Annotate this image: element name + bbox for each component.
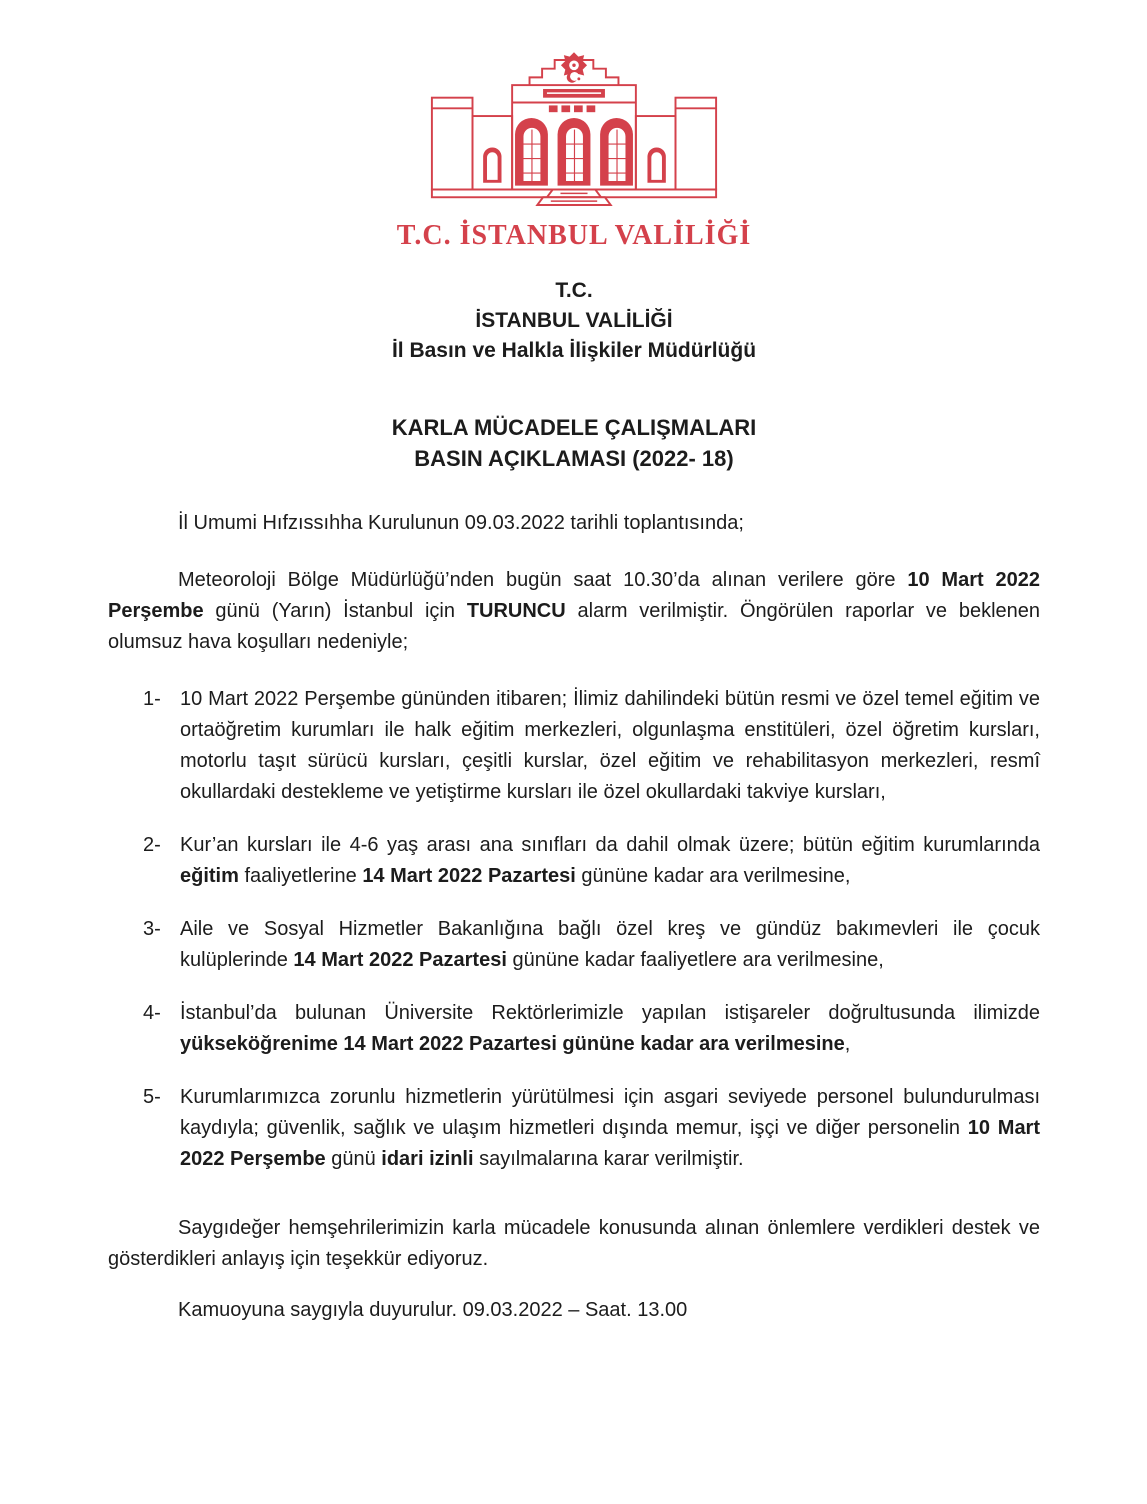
document-body xyxy=(108,508,1040,1326)
list-item xyxy=(143,684,1040,808)
list-item-text: Aile ve Sosyal Hizmetler Bakanlığına bağlı özel kreş ve gündüz bakımevleri ile çocuk kulüplerinde 14 Mart 2022 Pazartesi gününe kadar faaliyetlere ara verilmesine, xyxy=(180,918,1040,971)
list-item xyxy=(143,1082,1040,1175)
list-item xyxy=(143,998,1040,1060)
valilik-building-icon xyxy=(429,52,719,212)
document-title xyxy=(108,412,1040,474)
letterhead xyxy=(108,276,1040,366)
letterhead-valilik: İSTANBUL VALİLİĞİ xyxy=(475,309,673,332)
title-line-1: KARLA MÜCADELE ÇALIŞMALARI xyxy=(391,415,757,440)
logo-block xyxy=(108,52,1040,252)
closing-announcement: Kamuoyuna saygıyla duyurulur. 09.03.2022 – Saat. 13.00 xyxy=(178,1299,688,1321)
intro-paragraph-2: Meteoroloji Bölge Müdürlüğü’nden bugün saat 10.30’da alınan verilere göre 10 Mart 2022 Perşembe günü (Yarın) İstanbul için TURUNCU alarm verilmiştir. Öngörülen raporlar ve beklenen olumsuz hava koşulları nedeniyle; xyxy=(108,569,1040,653)
letterhead-mudurluk: İl Basın ve Halkla İlişkiler Müdürlüğü xyxy=(391,339,757,362)
letterhead-tc: T.C. xyxy=(555,279,593,302)
list-item-text: Kur’an kursları ile 4-6 yaş arası ana sınıfları da dahil olmak üzere; bütün eğitim kurumlarında eğitim faaliyetlerine 14 Mart 2022 Pazartesi gününe kadar ara verilmesine, xyxy=(180,834,1040,887)
list-item-text: 10 Mart 2022 Perşembe gününden itibaren; İlimiz dahilindeki bütün resmi ve özel temel eğitim ve ortaöğretim kurumları ile halk eğitim merkezleri, olgunlaşma enstitüleri, özel öğretim kursları, motorlu taşıt sürücü kursları, çeşitli kurslar, özel eğitim ve rehabilitasyon merkezleri, resmî okullardaki destekleme ve yetiştirme kursları ile özel okullardaki takviye kursları, xyxy=(180,688,1040,803)
list-item-number: 2- xyxy=(143,834,161,856)
title-line-2: BASIN AÇIKLAMASI (2022- 18) xyxy=(414,446,734,471)
list-item xyxy=(143,914,1040,976)
logo-caption: T.C. İSTANBUL VALİLİĞİ xyxy=(396,220,752,251)
closing-paragraph: Saygıdeğer hemşehrilerimizin karla mücadele konusunda alınan önlemlere verdikleri destek ve gösterdikleri anlayış için teşekkür ediyoruz. xyxy=(108,1217,1040,1270)
list-item-number: 1- xyxy=(143,688,161,710)
list-item-number: 5- xyxy=(143,1086,161,1108)
intro-paragraph-1: İl Umumi Hıfzıssıhha Kurulunun 09.03.2022 tarihli toplantısında; xyxy=(178,512,744,534)
list-item xyxy=(143,830,1040,892)
list-item-number: 4- xyxy=(143,1002,161,1024)
decision-list xyxy=(143,684,1040,1175)
list-item-text: Kurumlarımızca zorunlu hizmetlerin yürütülmesi için asgari seviyede personel bulundurulması kaydıyla; güvenlik, sağlık ve ulaşım hizmetleri dışında memur, işçi ve diğer personelin 10 Mart 2022 Perşembe günü idari izinli sayılmalarına karar verilmiştir. xyxy=(180,1086,1041,1170)
list-item-text: İstanbul’da bulunan Üniversite Rektörlerimizle yapılan istişareler doğrultusunda ilimizde yükseköğrenime 14 Mart 2022 Pazartesi gününe kadar ara verilmesine, xyxy=(180,1002,1040,1055)
list-item-number: 3- xyxy=(143,918,161,940)
